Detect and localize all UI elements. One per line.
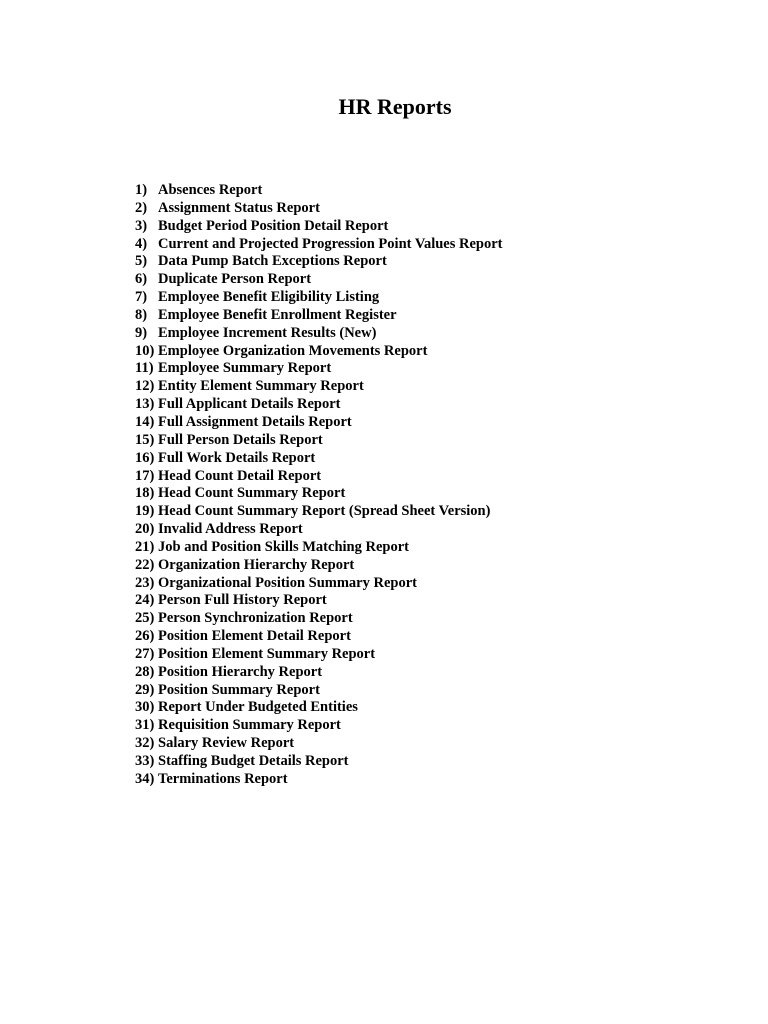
list-item-number: 25) — [135, 610, 155, 627]
list-item-label: Data Pump Batch Exceptions Report — [158, 253, 387, 270]
list-item — [135, 610, 503, 628]
list-item-number: 14) — [135, 413, 155, 430]
list-item — [135, 521, 503, 539]
list-item-number: 29) — [135, 681, 155, 698]
list-item-number: 7) — [135, 289, 148, 306]
list-item-number: 12) — [135, 378, 155, 395]
list-item — [135, 646, 503, 664]
list-item-label: Employee Organization Movements Report — [158, 342, 428, 359]
list-item-number: 20) — [135, 521, 155, 538]
list-item-number: 15) — [135, 431, 155, 448]
list-item — [135, 628, 503, 646]
list-item-label: Employee Benefit Enrollment Register — [158, 306, 397, 323]
list-item — [135, 236, 503, 254]
list-item-number: 30) — [135, 699, 155, 716]
list-item — [135, 271, 503, 289]
list-item-number: 33) — [135, 753, 155, 769]
list-item-label: Organization Hierarchy Report — [158, 556, 355, 573]
list-item-label: Head Count Summary Report (Spread Sheet Version) — [158, 503, 491, 520]
list-item — [135, 771, 503, 789]
list-item — [135, 450, 503, 468]
list-item-number: 5) — [135, 253, 148, 270]
list-item-label: Absences Report — [158, 182, 263, 198]
list-item-number: 2) — [135, 199, 148, 216]
list-item — [135, 289, 503, 307]
list-item — [135, 360, 503, 378]
list-item — [135, 717, 503, 735]
list-item — [135, 325, 503, 343]
list-item-label: Requisition Summary Report — [158, 717, 341, 734]
list-item-label: Position Element Summary Report — [158, 645, 376, 662]
report-list — [135, 182, 503, 789]
list-item — [135, 468, 503, 486]
list-item-label: Person Synchronization Report — [158, 610, 353, 627]
list-item-number: 31) — [135, 717, 155, 734]
list-item — [135, 200, 503, 218]
list-item-label: Report Under Budgeted Entities — [158, 699, 358, 716]
list-item-label: Full Assignment Details Report — [158, 413, 352, 430]
list-item — [135, 432, 503, 450]
list-item-number: 17) — [135, 467, 155, 484]
list-item-number: 32) — [135, 735, 155, 752]
list-item-number: 8) — [135, 306, 148, 323]
list-item-number: 11) — [135, 360, 154, 377]
list-item — [135, 592, 503, 610]
list-item — [135, 503, 503, 521]
list-item-label: Duplicate Person Report — [158, 271, 312, 288]
list-item-number: 24) — [135, 592, 155, 609]
list-item — [135, 735, 503, 753]
list-item-label: Position Hierarchy Report — [158, 663, 323, 680]
list-item-label: Invalid Address Report — [158, 521, 303, 538]
list-item-label: Full Work Details Report — [158, 449, 316, 466]
list-item-label: Staffing Budget Details Report — [158, 753, 349, 769]
list-item-label: Person Full History Report — [158, 592, 327, 609]
list-item-number: 21) — [135, 538, 155, 555]
page-title: HR Reports — [338, 94, 452, 119]
list-item-label: Entity Element Summary Report — [158, 378, 364, 395]
list-item — [135, 414, 503, 432]
list-item-label: Employee Increment Results (New) — [158, 324, 377, 341]
list-item-label: Terminations Report — [158, 770, 288, 787]
list-item-label: Budget Period Position Detail Report — [158, 217, 389, 234]
list-item-label: Full Person Details Report — [158, 431, 323, 448]
list-item-label: Employee Summary Report — [158, 360, 332, 377]
list-item-number: 6) — [135, 271, 148, 288]
list-item-number: 16) — [135, 449, 155, 466]
list-item-number: 28) — [135, 663, 155, 680]
list-item — [135, 485, 503, 503]
list-item-number: 1) — [135, 182, 148, 198]
list-item-number: 22) — [135, 556, 155, 573]
list-item — [135, 575, 503, 593]
list-item — [135, 378, 503, 396]
list-item-number: 34) — [135, 770, 155, 787]
list-item-label: Assignment Status Report — [158, 199, 320, 216]
list-item-label: Full Applicant Details Report — [158, 396, 341, 413]
list-item — [135, 557, 503, 575]
list-item — [135, 182, 503, 200]
list-item-number: 26) — [135, 628, 155, 645]
list-item-number: 27) — [135, 645, 155, 662]
list-item-label: Head Count Detail Report — [158, 467, 322, 484]
list-item-label: Employee Benefit Eligibility Listing — [158, 289, 380, 306]
list-item — [135, 396, 503, 414]
list-item-number: 23) — [135, 574, 155, 591]
list-item — [135, 539, 503, 557]
list-item — [135, 753, 503, 771]
list-item-label: Position Summary Report — [158, 681, 320, 698]
list-item — [135, 664, 503, 682]
list-item — [135, 682, 503, 700]
list-item — [135, 253, 503, 271]
list-item-number: 13) — [135, 396, 155, 413]
list-item-number: 10) — [135, 342, 155, 359]
list-item-label: Organizational Position Summary Report — [158, 574, 417, 591]
list-item-label: Head Count Summary Report — [158, 485, 346, 502]
list-item — [135, 218, 503, 236]
list-item-number: 18) — [135, 485, 155, 502]
list-item-number: 3) — [135, 217, 148, 234]
list-item — [135, 699, 503, 717]
list-item — [135, 343, 503, 361]
list-item-label: Job and Position Skills Matching Report — [158, 538, 409, 555]
list-item-label: Current and Projected Progression Point Values Report — [158, 235, 503, 252]
list-item-label: Position Element Detail Report — [158, 628, 351, 645]
list-item-number: 9) — [135, 324, 148, 341]
list-item — [135, 307, 503, 325]
list-item-label: Salary Review Report — [158, 735, 295, 752]
list-item-number: 4) — [135, 235, 148, 252]
list-item-number: 19) — [135, 503, 155, 520]
